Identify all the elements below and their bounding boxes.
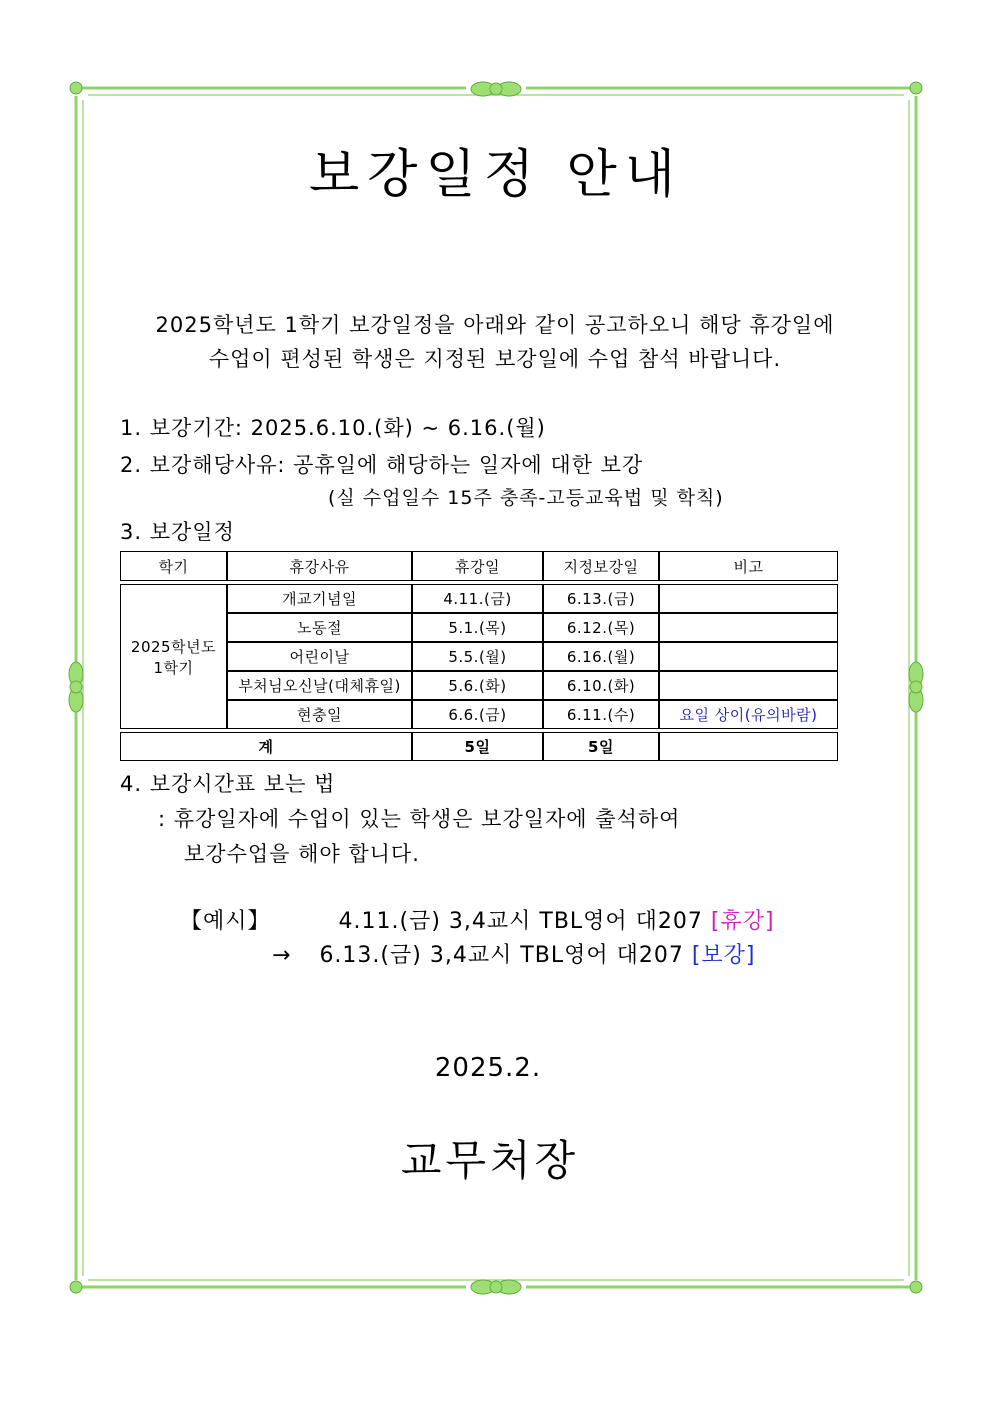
total-off-days: 5일 [412, 732, 543, 761]
note-cell [659, 613, 838, 642]
header-note: 비고 [659, 551, 838, 581]
table-row [120, 671, 838, 700]
table-total-row [120, 732, 838, 761]
off-date-cell: 5.6.(화) [412, 671, 543, 700]
header-semester: 학기 [120, 551, 227, 581]
reason-cell: 노동절 [227, 613, 412, 642]
makeup-date-cell: 6.11.(수) [543, 700, 659, 729]
example-off-text: 4.11.(금) 3,4교시 TBL영어 대207 [338, 909, 703, 934]
intro-line-1: 2025학년도 1학기 보강일정을 아래와 같이 공고하오니 해당 휴강일에 [155, 313, 835, 337]
reason-cell: 부처님오신날(대체휴일) [227, 671, 412, 700]
semester-line-2: 1학기 [153, 658, 194, 677]
intro-paragraph [100, 308, 890, 376]
off-date-cell: 4.11.(금) [412, 584, 543, 613]
makeup-schedule-table [120, 551, 838, 761]
example-line-1 [180, 904, 775, 935]
table-header-row [120, 551, 838, 581]
table-row [120, 700, 838, 729]
off-date-cell: 5.1.(목) [412, 613, 543, 642]
table-row [120, 613, 838, 642]
header-makeup-date: 지정보강일 [543, 551, 659, 581]
makeup-date-cell: 6.10.(화) [543, 671, 659, 700]
makeup-date-cell: 6.12.(목) [543, 613, 659, 642]
semester-cell [120, 584, 227, 729]
intro-line-2: 수업이 편성된 학생은 지정된 보강일에 수업 참석 바랍니다. [208, 347, 782, 371]
reason-cell: 개교기념일 [227, 584, 412, 613]
makeup-reason: 2. 보강해당사유: 공휴일에 해당하는 일자에 대한 보강 [120, 453, 644, 477]
reason-cell: 어린이날 [227, 642, 412, 671]
makeup-date-cell: 6.16.(월) [543, 642, 659, 671]
makeup-date-cell: 6.13.(금) [543, 584, 659, 613]
example-makeup-tag: [보강] [691, 943, 756, 968]
total-note [659, 732, 838, 761]
header-off-date: 휴강일 [412, 551, 543, 581]
table-row [120, 584, 838, 613]
total-makeup-days: 5일 [543, 732, 659, 761]
header-reason: 휴강사유 [227, 551, 412, 581]
makeup-period: 1. 보강기간: 2025.6.10.(화) ~ 6.16.(월) [120, 416, 546, 440]
schedule-heading: 3. 보강일정 [120, 520, 235, 544]
semester-line-1: 2025학년도 [130, 637, 217, 656]
issuer-office: 교무처장 [400, 1136, 580, 1185]
example-off-tag: [휴강] [710, 909, 775, 934]
off-date-cell: 5.5.(월) [412, 642, 543, 671]
howto-heading: 4. 보강시간표 보는 법 [120, 772, 336, 796]
howto-line-1: : 휴강일자에 수업이 있는 학생은 보강일자에 출석하여 [158, 807, 681, 831]
note-cell [659, 642, 838, 671]
notice-date: 2025.2. [434, 1053, 542, 1083]
howto-line-2: 보강수업을 해야 합니다. [184, 842, 420, 866]
off-date-cell: 6.6.(금) [412, 700, 543, 729]
note-cell [659, 584, 838, 613]
note-cell: 요일 상이(유의바람) [659, 700, 838, 729]
total-label: 계 [120, 732, 412, 761]
page-title: 보강일정 안내 [309, 145, 683, 205]
note-cell [659, 671, 838, 700]
reason-cell: 현충일 [227, 700, 412, 729]
example-makeup-text: 6.13.(금) 3,4교시 TBL영어 대207 [319, 943, 684, 968]
arrow-icon: → [272, 943, 292, 968]
table-row [120, 642, 838, 671]
makeup-reason-note: (실 수업일수 15주 충족-고등교육법 및 학칙) [328, 487, 724, 509]
example-label: 【예시】 [180, 909, 271, 934]
example-line-2 [272, 938, 756, 969]
